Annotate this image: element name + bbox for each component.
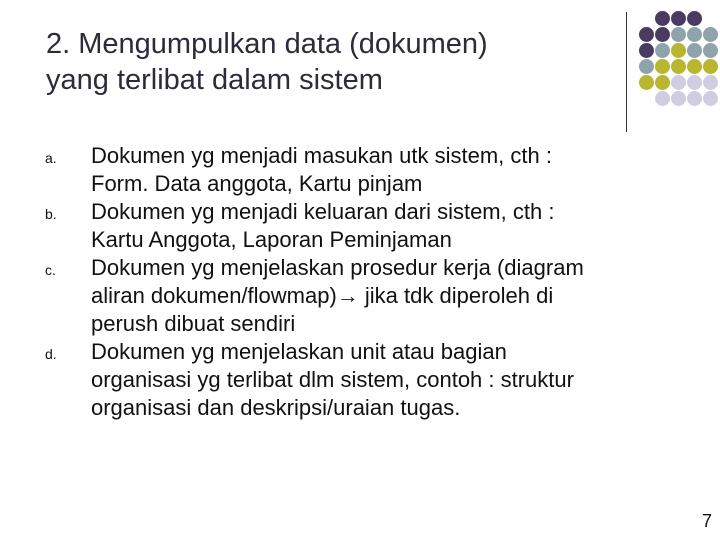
item-line: Dokumen yg menjelaskan prosedur kerja (diagram [91, 255, 584, 280]
dot [703, 27, 718, 42]
item-marker: a. [45, 150, 57, 166]
list-item [45, 198, 685, 254]
item-line: Form. Data anggota, Kartu pinjam [91, 171, 423, 196]
dot [655, 43, 670, 58]
item-line: Dokumen yg menjadi masukan utk sistem, cth : [91, 143, 552, 168]
page-number: 7 [701, 511, 712, 531]
title-line-2: yang terlibat dalam sistem [46, 64, 383, 96]
dot [639, 27, 654, 42]
dot [655, 75, 670, 90]
dot [687, 11, 702, 26]
dot [703, 59, 718, 74]
dot [671, 27, 686, 42]
item-marker: b. [45, 206, 57, 222]
item-line: perush dibuat sendiri [91, 311, 296, 336]
bullet-list [45, 142, 685, 422]
dot [703, 11, 718, 26]
dot [655, 59, 670, 74]
item-marker: d. [45, 346, 57, 362]
dot [671, 43, 686, 58]
dot [703, 43, 718, 58]
dot [639, 43, 654, 58]
item-text [91, 198, 681, 254]
item-line: organisasi dan deskripsi/uraian tugas. [91, 395, 461, 420]
dot [671, 11, 686, 26]
dot [639, 59, 654, 74]
dot [639, 75, 654, 90]
item-text [91, 142, 681, 198]
item-line: Dokumen yg menjadi keluaran dari sistem, cth : [91, 199, 555, 224]
item-line: aliran dokumen/flowmap)→ jika tdk diperoleh di [91, 283, 554, 308]
dot [639, 11, 654, 26]
item-line: Dokumen yg menjelaskan unit atau bagian [91, 339, 507, 364]
item-text [91, 338, 681, 422]
dot [671, 75, 686, 90]
divider-line [626, 12, 627, 132]
dot [655, 91, 670, 106]
dot [655, 11, 670, 26]
dot [687, 91, 702, 106]
dot [671, 91, 686, 106]
item-line: Kartu Anggota, Laporan Peminjaman [91, 227, 452, 252]
dot [687, 59, 702, 74]
dot [703, 91, 718, 106]
title-line-1: 2. Mengumpulkan data (dokumen) [46, 28, 488, 60]
item-line: organisasi yg terlibat dlm sistem, contoh : struktur [91, 367, 574, 392]
dot [639, 91, 654, 106]
decorative-dot-grid [639, 11, 719, 107]
item-marker: c. [45, 262, 56, 278]
dot [671, 59, 686, 74]
slide-title [46, 26, 616, 98]
list-item [45, 338, 685, 422]
dot [687, 75, 702, 90]
dot [703, 75, 718, 90]
dot [687, 27, 702, 42]
dot [687, 43, 702, 58]
dot [655, 27, 670, 42]
item-text [91, 254, 681, 338]
list-item [45, 142, 685, 198]
list-item [45, 254, 685, 338]
